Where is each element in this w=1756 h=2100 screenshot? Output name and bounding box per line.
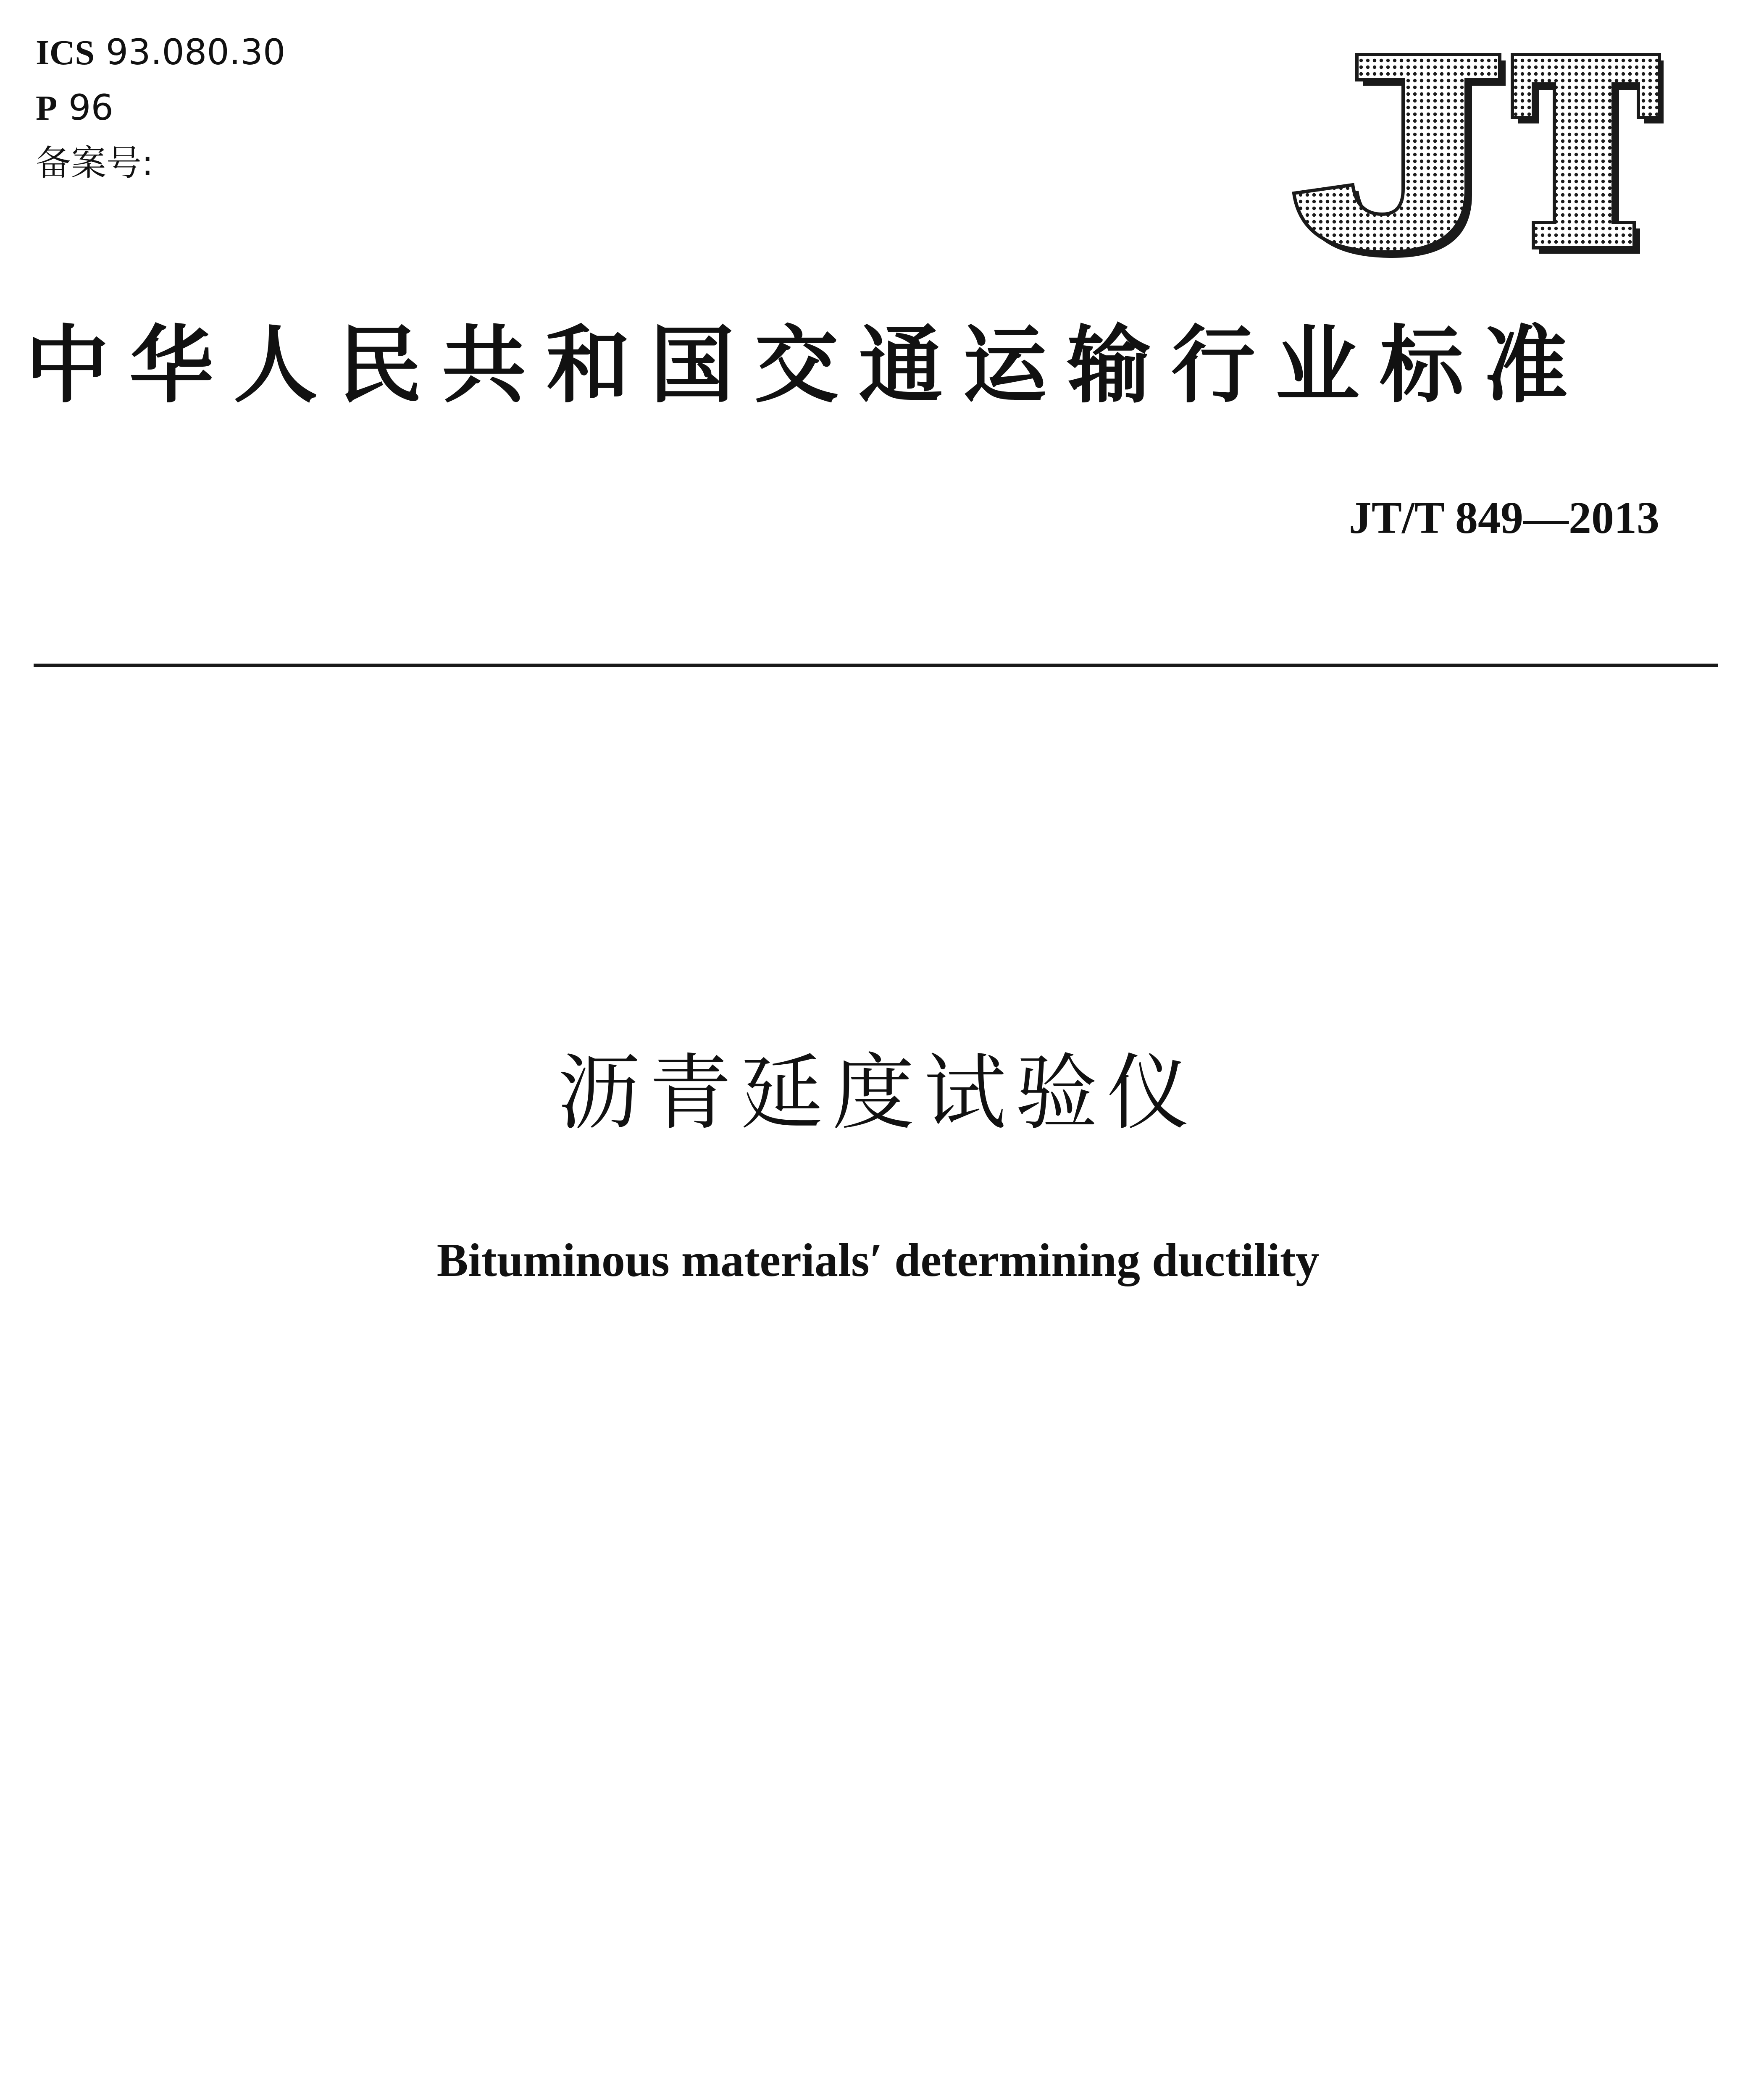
top-divider [34, 664, 1718, 667]
ics-code [36, 34, 285, 71]
ics-value: 93.080.30 [105, 32, 286, 73]
standard-number: JT/T 849—2013 [1349, 493, 1659, 543]
document-title-chinese: 沥青延度试验仪 [557, 1045, 1199, 1141]
jt-logo [1243, 50, 1664, 260]
classification-code [36, 87, 113, 128]
classification-value: 96 [68, 87, 113, 128]
ics-label: ICS [36, 33, 95, 72]
classification-label: P [36, 89, 58, 128]
industry-standard-title: 中华人民共和国交通运输行业标准 [25, 316, 1588, 415]
filing-number-label: 备案号: [36, 142, 154, 184]
document-title-english: Bituminous materials′ determining ductility [436, 1234, 1320, 1286]
